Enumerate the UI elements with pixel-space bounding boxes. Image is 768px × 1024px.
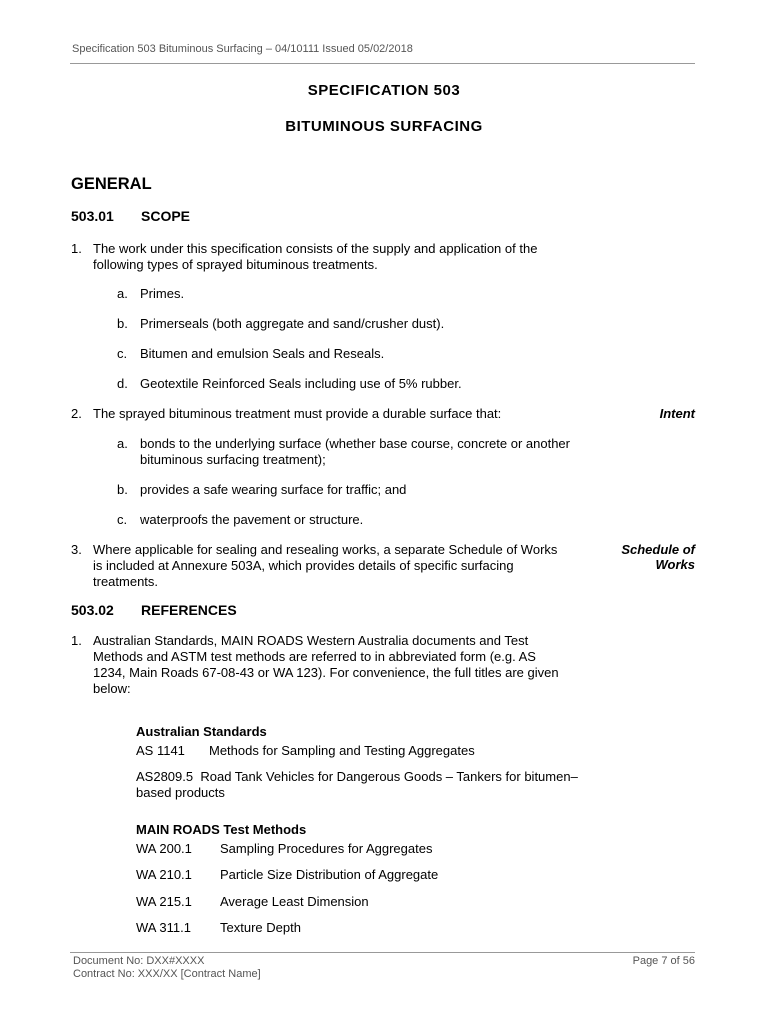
- reference-row: [136, 769, 586, 801]
- list-text: provides a safe wearing surface for traffic; and: [140, 482, 407, 497]
- list-letter: b.: [117, 482, 128, 497]
- paragraph-number: 1.: [71, 633, 82, 648]
- list-letter: a.: [117, 436, 128, 451]
- reference-code: AS2809.5: [136, 769, 194, 784]
- paragraph-number: 3.: [71, 542, 82, 557]
- reference-title: Texture Depth: [220, 920, 301, 935]
- header-divider: [70, 63, 695, 64]
- document-number: Document No: DXX#XXXX: [73, 955, 205, 967]
- list-text: Primerseals (both aggregate and sand/crusher dust).: [140, 316, 445, 331]
- list-text: bonds to the underlying surface (whether base course, concrete or another bituminous surfacing treatment);: [140, 436, 570, 467]
- reference-title: Particle Size Distribution of Aggregate: [220, 867, 439, 882]
- section-heading-general: GENERAL: [71, 175, 152, 193]
- list-text: Primes.: [140, 286, 185, 301]
- reference-title: Road Tank Vehicles for Dangerous Goods – Tankers for bitumen–based products: [136, 769, 578, 800]
- reference-code: WA 311.1: [136, 920, 191, 935]
- margin-note-schedule-of-works: Schedule of Works: [621, 542, 695, 572]
- page-number: Page 7 of 56: [632, 955, 695, 967]
- reference-code: WA 215.1: [136, 894, 192, 909]
- paragraph-text: The sprayed bituminous treatment must provide a durable surface that:: [93, 406, 502, 421]
- paragraph-number: 1.: [71, 241, 82, 256]
- reference-title: Average Least Dimension: [220, 894, 369, 909]
- reference-code: WA 200.1: [136, 841, 192, 856]
- paragraph-text: The work under this specification consists of the supply and application of the following types of sprayed bituminous treatments.: [93, 241, 538, 272]
- clause-number: 503.01: [71, 208, 114, 224]
- reference-code: AS 1141: [136, 743, 185, 758]
- list-letter: c.: [117, 346, 128, 361]
- clause-title: REFERENCES: [141, 602, 237, 618]
- list-text: waterproofs the pavement or structure.: [140, 512, 364, 527]
- main-roads-test-methods-heading: MAIN ROADS Test Methods: [136, 822, 307, 837]
- reference-title: Methods for Sampling and Testing Aggregates: [209, 743, 475, 758]
- list-letter: b.: [117, 316, 128, 331]
- clause-title: SCOPE: [141, 208, 191, 224]
- reference-code: WA 210.1: [136, 867, 192, 882]
- paragraph-number: 2.: [71, 406, 82, 421]
- spec-subtitle: BITUMINOUS SURFACING: [285, 118, 483, 135]
- clause-heading-scope: [71, 208, 190, 224]
- paragraph-text: Australian Standards, MAIN ROADS Western Australia documents and Test Methods and ASTM test methods are referred to in abbreviated form (e.g. AS 1234, Main Roads 67-08-43 or WA 123). For convenience, the full titles are given below:: [93, 633, 559, 696]
- list-letter: c.: [117, 512, 128, 527]
- spec-title: SPECIFICATION 503: [307, 82, 461, 99]
- list-text: Geotextile Reinforced Seals including use of 5% rubber.: [140, 376, 462, 391]
- footer-document-info: [73, 955, 261, 981]
- margin-note-intent: Intent: [659, 406, 695, 421]
- list-letter: a.: [117, 286, 128, 301]
- clause-heading-references: [71, 602, 237, 618]
- australian-standards-heading: Australian Standards: [136, 724, 267, 739]
- clause-number: 503.02: [71, 602, 114, 618]
- footer-divider: [70, 952, 695, 953]
- contract-number: Contract No: XXX/XX [Contract Name]: [73, 968, 261, 980]
- list-letter: d.: [117, 376, 128, 391]
- list-text: Bitumen and emulsion Seals and Reseals.: [140, 346, 385, 361]
- reference-title: Sampling Procedures for Aggregates: [220, 841, 433, 856]
- page-header: Specification 503 Bituminous Surfacing – 04/10111 Issued 05/02/2018: [72, 43, 413, 55]
- paragraph-text: Where applicable for sealing and resealing works, a separate Schedule of Works is included at Annexure 503A, which provides details of specific surfacing treatments.: [93, 542, 558, 589]
